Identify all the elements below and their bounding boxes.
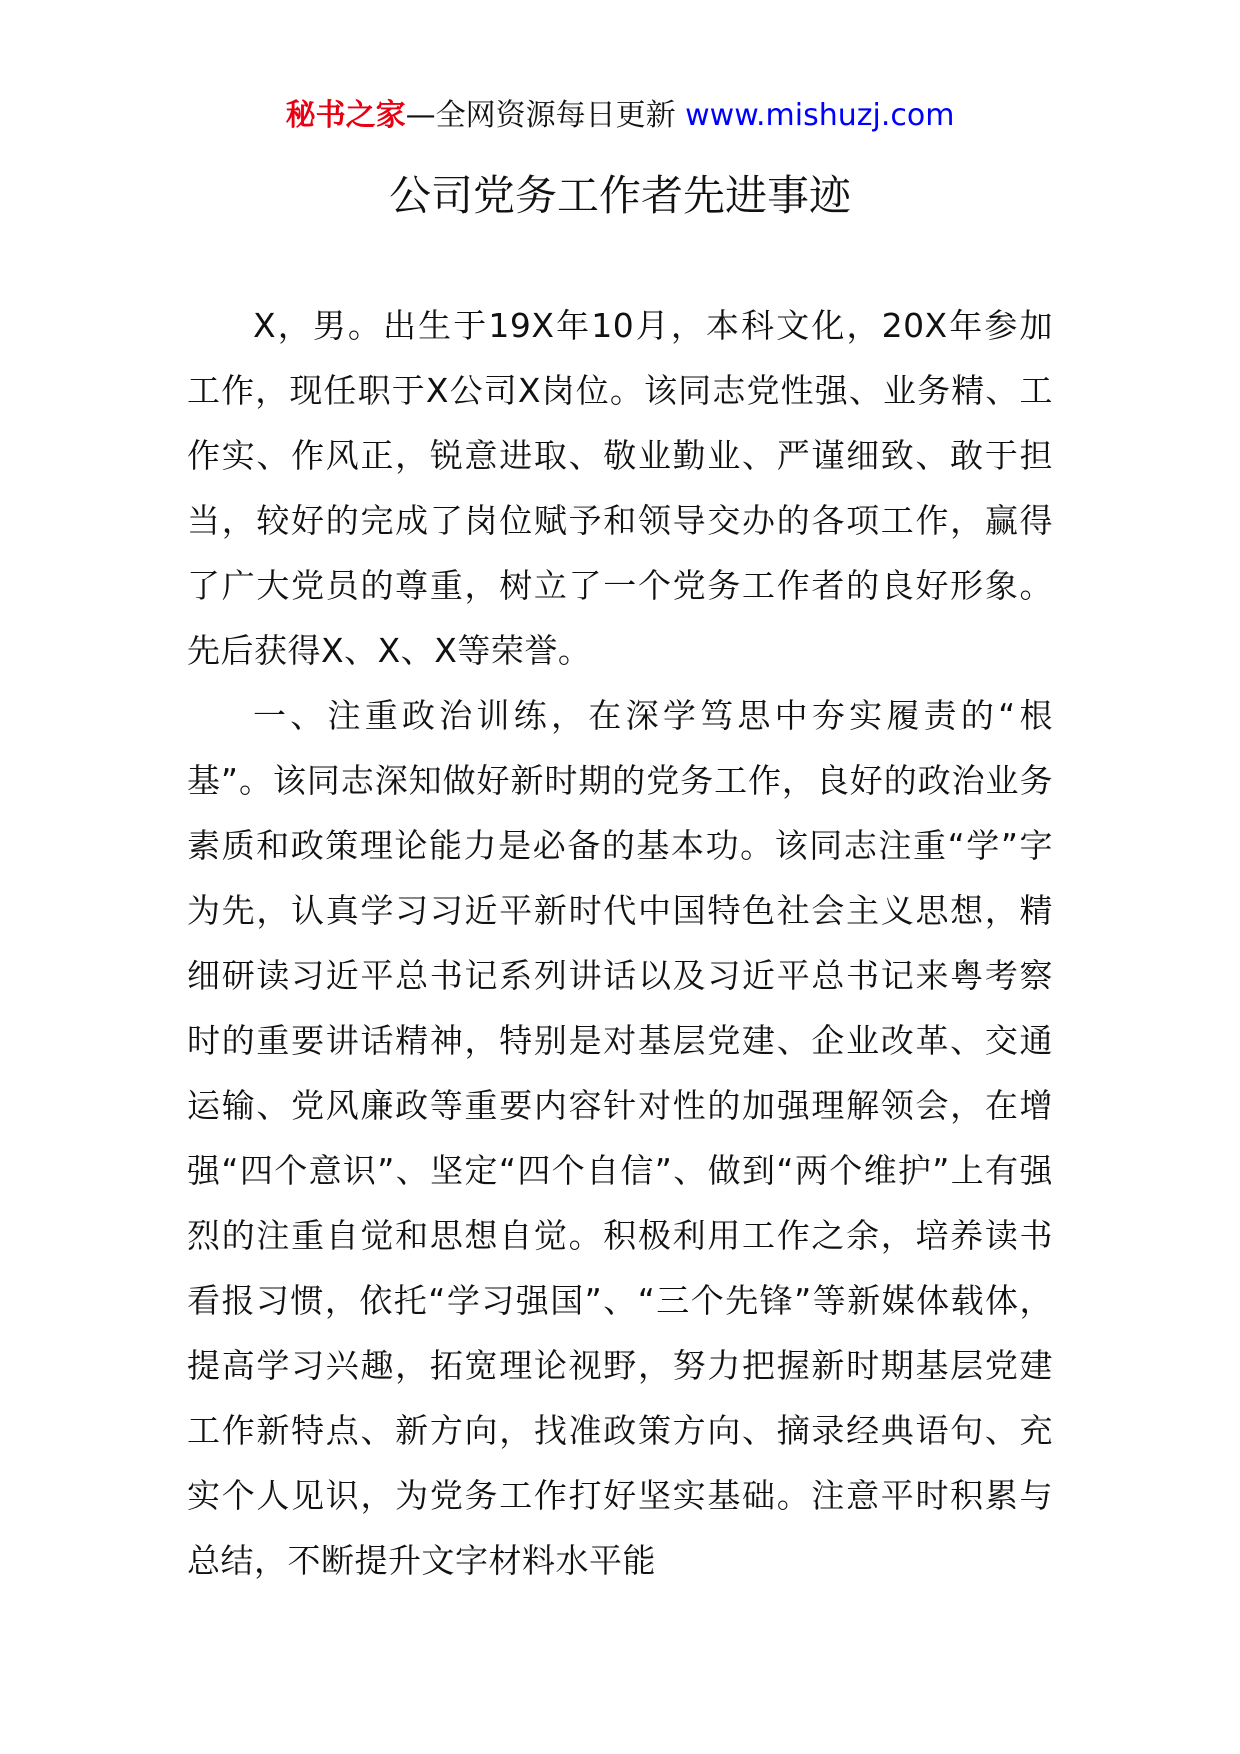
document-title: 公司党务工作者先进事迹 [388, 171, 851, 220]
paragraph-section-1: 一、注重政治训练，在深学笃思中夯实履责的“根基”。该同志深知做好新时期的党务工作，良好的政治业务素质和政策理论能力是必备的基本功。该同志注重“学”字为先，认真学习习近平新时代中国特色社会主义思想，精细研读习近平总书记系列讲话以及习近平总书记来粤考察时的重要讲话精神，特别是对基层党建、企业改革、交通运输、党风廉政等重要内容针对性的加强理解领会，在增强“四个意识”、坚定“四个自信”、做到“两个维护”上有强烈的注重自觉和思想自觉。积极利用工作之余，培养读书看报习惯，依托“学习强国”、“三个先锋”等新媒体载体，提高学习兴趣，拓宽理论视野，努力把握新时期基层党建工作新特点、新方向，找准政策方向、摘录经典语句、充实个人见识，为党务工作打好坚实基础。注意平时积累与总结，不断提升文字材料水平能 [187, 696, 1053, 1580]
site-header [0, 96, 1240, 136]
paragraph-intro: X，男。出生于19X年10月，本科文化，20X年参加工作，现任职于X公司X岗位。该同志党性强、业务精、工作实、作风正，锐意进取、敬业勤业、严谨细致、敢于担当，较好的完成了岗位赋予和领导交办的各项工作，赢得了广大党员的尊重，树立了一个党务工作者的良好形象。先后获得X、X、X等荣誉。 [187, 306, 1053, 670]
site-brand: 秘书之家 [285, 98, 406, 133]
site-url-link[interactable]: www.mishuzj.com [685, 98, 955, 133]
site-tagline: —全网资源每日更新 [405, 98, 676, 133]
document-body [187, 293, 1053, 1593]
